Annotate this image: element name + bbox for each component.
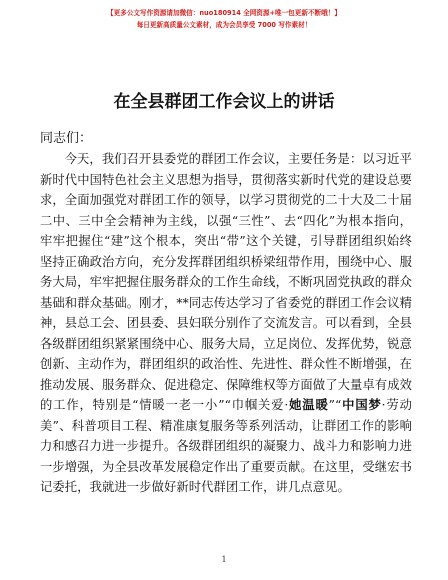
document-title: 在全县群团工作会议上的讲话 bbox=[113, 92, 335, 112]
body-paragraph bbox=[40, 149, 412, 498]
promo-banner-line-2: 每日更新高质量公文素材，成为会员享受 7000 写作素材！ bbox=[136, 21, 312, 29]
greeting: 同志们： bbox=[40, 131, 93, 146]
page-number: 1 bbox=[221, 555, 227, 564]
body-text-part-3: ·劳动美”、科普项目工程、精准康复服务等系列活动，让群团工作的影响力和感召力进一步提升。各级群团组织的凝聚力、战斗力和影响力进一步增强，为全县改革发展稳定作出了重要贡献。在这里，受继宏书记委托，我就进一步做好新时代群团工作，讲几点意见。 bbox=[40, 398, 412, 494]
body-bold-phrase-2: 中国梦 bbox=[341, 397, 382, 412]
promo-banner-line-1: 【更多公文写作资源请加微信：nuo180914 全网资源+唯一包更新不断哦！】 bbox=[107, 9, 341, 17]
body-text-part-1: 今天，我们召开县委党的群团工作会议，主要任务是：以习近平新时代中国特色社会主义思想为指导，贯彻落实新时代党的建设总要求，全面加强党对群团工作的领导，以学习贯彻党的二十大及二十届二中、三中全会精神为主线，以强“三性”、去“四化”为根本指向，牢牢把握住“建”这个根本，突出“带”这个关键，引导群团组织始终坚持正确政治方向，充分发挥群团组织桥梁纽带作用，围绕中心、服务大局，牢牢把握住服务群众的工作生命线，不断巩固党执政的群众基础和群众基础。刚才，**同志传达学习了省委党的群团工作会议精神，县总工会、团县委、县妇联分别作了交流发言。可以看到，全县各级群团组织紧紧围绕中心、服务大局，立足岗位、发挥优势，锐意创新、主动作为，群团组织的政治性、先进性、群众性不断增强，在推动发展、服务群众、促进稳定、保障维权等方面做了大量卓有成效的工作，特别是“情暖一老一小”“巾帼关爱· bbox=[40, 152, 413, 412]
body-text-part-2: ”“ bbox=[328, 398, 342, 412]
body-bold-phrase-1: 她温暖 bbox=[288, 397, 329, 412]
